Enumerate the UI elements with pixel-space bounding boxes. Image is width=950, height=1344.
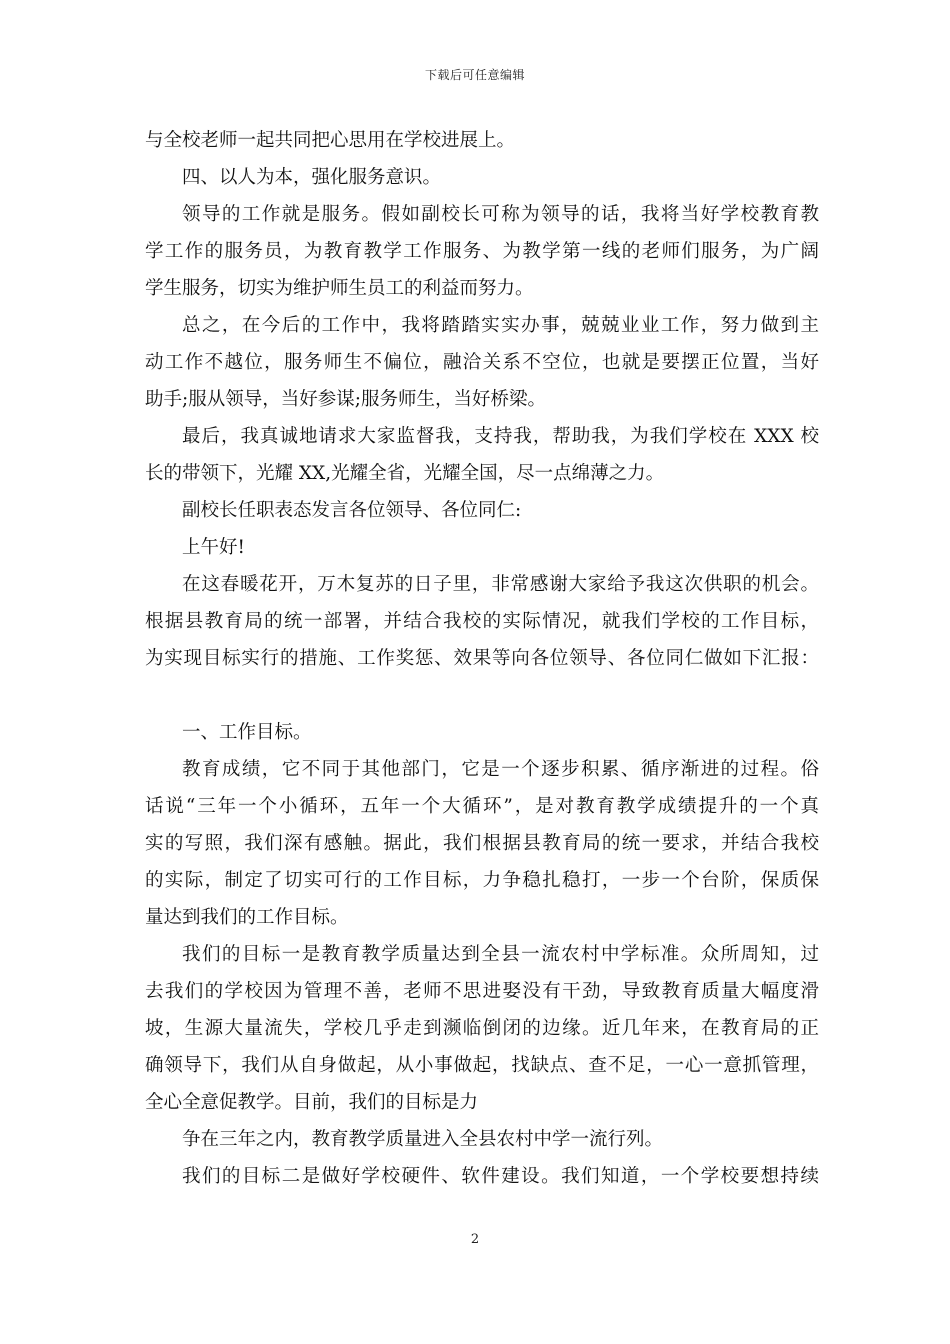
document-body	[145, 122, 819, 1195]
text-line: 总之，在今后的工作中，我将踏踏实实办事，兢兢业业工作，努力做到主	[182, 315, 819, 336]
text-line: 坡，生源大量流失，学校几乎走到濒临倒闭的边缘。近几年来，在教育局的正	[145, 1018, 819, 1039]
text-line: 争在三年之内，教育教学质量进入全县农村中学一流行列。	[182, 1129, 664, 1150]
text-line: 我们的目标二是做好学校硬件、软件建设。我们知道，一个学校要想持续	[182, 1166, 819, 1187]
text-line: 话说“三年一个小循环，五年一个大循环”，是对教育教学成绩提升的一个真	[145, 796, 819, 817]
text-line: 副校长任职表态发言各位领导、各位同仁:	[182, 500, 522, 521]
text-line: 量达到我们的工作目标。	[145, 907, 349, 928]
text-line: 的实际，制定了切实可行的工作目标，力争稳扎稳打，一步一个台阶，保质保	[145, 870, 819, 891]
text-line: 四、以人为本，强化服务意识。	[182, 167, 442, 188]
text-line: 学生服务，切实为维护师生员工的利益而努力。	[145, 278, 534, 299]
text-line: 我们的目标一是教育教学质量达到全县一流农村中学标准。众所周知，过	[182, 944, 819, 965]
text-line: 与全校老师一起共同把心思用在学校进展上。	[145, 130, 516, 151]
text-line: 学工作的服务员，为教育教学工作服务、为教学第一线的老师们服务，为广阔	[145, 241, 819, 262]
page-number: 2	[470, 1232, 480, 1247]
text-line: 上午好!	[182, 537, 245, 558]
text-line: 实的写照，我们深有感触。据此，我们根据县教育局的统一要求，并结合我校	[145, 833, 819, 854]
page-header: 下载后可任意编辑	[424, 68, 525, 82]
text-line: 动工作不越位，服务师生不偏位，融洽关系不空位，也就是要摆正位置，当好	[145, 352, 819, 373]
text-line: 一、工作目标。	[182, 722, 312, 743]
text-line: 助手;服从领导，当好参谋;服务师生，当好桥梁。	[145, 389, 546, 410]
text-line: 在这春暖花开，万木复苏的日子里，非常感谢大家给予我这次供职的机会。	[182, 574, 819, 595]
text-line: 教育成绩，它不同于其他部门，它是一个逐步积累、循序渐进的过程。俗	[182, 759, 819, 780]
text-line: 最后，我真诚地请求大家监督我，支持我，帮助我，为我们学校在 XXX 校	[182, 426, 819, 447]
text-line: 根据县教育局的统一部署，并结合我校的实际情况，就我们学校的工作目标，	[145, 611, 819, 632]
text-line: 领导的工作就是服务。假如副校长可称为领导的话，我将当好学校教育教	[182, 204, 819, 225]
text-line: 为实现目标实行的措施、工作奖惩、效果等向各位领导、各位同仁做如下汇报：	[145, 648, 819, 669]
text-line: 去我们的学校因为管理不善，老师不思进娶没有干劲，导致教育质量大幅度滑	[145, 981, 819, 1002]
blank-line	[145, 677, 819, 714]
text-line: 长的带领下，光耀 XX,光耀全省，光耀全国，尽一点绵薄之力。	[145, 463, 665, 484]
text-line: 全心全意促教学。目前，我们的目标是力	[145, 1092, 479, 1113]
text-line: 确领导下，我们从自身做起，从小事做起，找缺点、查不足，一心一意抓管理，	[145, 1055, 819, 1076]
